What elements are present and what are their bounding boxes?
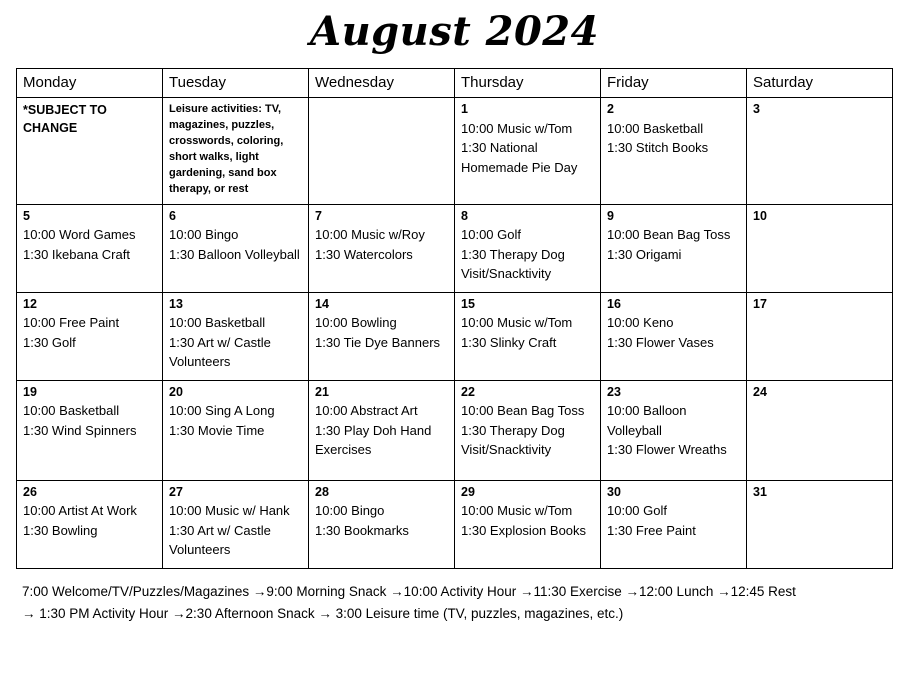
day-number: 17 — [753, 296, 767, 311]
calendar-page — [0, 10, 909, 686]
day-number: 22 — [461, 384, 475, 399]
calendar-day-cell — [455, 204, 601, 292]
day-number: 19 — [23, 384, 37, 399]
day-event: 10:00 Free Paint — [23, 315, 120, 331]
calendar-day-cell — [747, 292, 893, 380]
day-number: 9 — [607, 208, 614, 223]
day-event: 10:00 Word Games — [23, 227, 136, 243]
day-event: 10:00 Bingo — [169, 227, 239, 243]
day-number: 31 — [753, 484, 767, 499]
day-number: 10 — [753, 208, 767, 223]
calendar-day-cell — [17, 480, 163, 568]
day-event: 10:00 Abstract Art — [315, 403, 418, 419]
calendar-cell-empty — [309, 98, 455, 205]
day-number: 15 — [461, 296, 475, 311]
calendar-day-cell — [747, 380, 893, 480]
calendar-day-cell — [747, 98, 893, 205]
day-event: 10:00 Basketball — [23, 403, 120, 419]
day-number: 5 — [23, 208, 30, 223]
calendar-table — [16, 68, 893, 569]
day-number: 1 — [461, 102, 468, 116]
day-event: 1:30 Art w/ Castle Volunteers — [169, 522, 271, 558]
calendar-day-cell — [309, 380, 455, 480]
day-number: 16 — [607, 296, 621, 311]
day-event: 1:30 Stitch Books — [607, 140, 709, 156]
calendar-day-cell — [309, 292, 455, 380]
calendar-day-cell — [747, 480, 893, 568]
calendar-day-cell — [601, 292, 747, 380]
calendar-note-subject-to-change — [17, 98, 163, 205]
day-number: 12 — [23, 296, 37, 311]
day-number: 23 — [607, 384, 621, 399]
day-event: 10:00 Music w/Tom — [461, 503, 573, 519]
day-number: 13 — [169, 296, 183, 311]
day-number: 27 — [169, 484, 183, 499]
day-event: 1:30 Bowling — [23, 522, 98, 538]
day-event: 1:30 Flower Vases — [607, 334, 714, 350]
day-event: 1:30 Explosion Books — [461, 522, 587, 538]
calendar-day-cell — [163, 204, 309, 292]
day-event: 1:30 Slinky Craft — [461, 334, 557, 350]
day-number: 2 — [607, 102, 614, 116]
day-number: 26 — [23, 484, 37, 499]
day-event: 1:30 Therapy Dog Visit/Snacktivity — [461, 246, 565, 282]
day-event: 10:00 Music w/ Hank — [169, 503, 290, 519]
weekday-header-monday: Monday — [17, 69, 163, 98]
weekday-header-tuesday: Tuesday — [163, 69, 309, 98]
day-event: 10:00 Bean Bag Toss — [607, 227, 731, 243]
weekday-header-wednesday: Wednesday — [309, 69, 455, 98]
day-number: 30 — [607, 484, 621, 499]
day-event: 10:00 Basketball — [169, 315, 266, 331]
calendar-day-cell — [601, 204, 747, 292]
calendar-day-cell — [309, 204, 455, 292]
calendar-week-row — [17, 98, 893, 205]
weekday-header-saturday: Saturday — [747, 69, 893, 98]
day-number: 20 — [169, 384, 183, 399]
day-event: 10:00 Basketball — [607, 120, 704, 136]
calendar-day-cell — [163, 380, 309, 480]
calendar-day-cell — [455, 292, 601, 380]
day-number: 24 — [753, 384, 767, 399]
day-event: 1:30 Movie Time — [169, 422, 265, 438]
day-number: 3 — [753, 102, 760, 116]
day-event: 10:00 Music w/Roy — [315, 227, 425, 243]
calendar-day-cell — [17, 292, 163, 380]
calendar-day-cell — [309, 480, 455, 568]
day-event: 1:30 Free Paint — [607, 522, 696, 538]
day-event: 10:00 Sing A Long — [169, 403, 275, 419]
calendar-body — [17, 98, 893, 569]
page-title: August 2024 — [310, 8, 599, 55]
day-event: 1:30 Bookmarks — [315, 522, 409, 538]
day-event: 10:00 Bowling — [315, 315, 397, 331]
day-event: 10:00 Bean Bag Toss — [461, 403, 585, 419]
leisure-activities-text: Leisure activities: TV, magazines, puzzles, crosswords, coloring, short walks, light gardening, sand box therapy, or rest — [169, 103, 284, 195]
day-event: 1:30 Tie Dye Banners — [315, 334, 441, 350]
day-number: 29 — [461, 484, 475, 499]
daily-schedule-line-1: 7:00 Welcome/TV/Puzzles/Magazines →9:00 Morning Snack →10:00 Activity Hour →11:30 Exercise →12:00 Lunch →12:45 Rest — [22, 583, 796, 599]
daily-schedule-line-2: → 1:30 PM Activity Hour →2:30 Afternoon Snack → 3:00 Leisure time (TV, puzzles, magazines, etc.) — [22, 605, 624, 621]
day-event: 10:00 Keno — [607, 315, 674, 331]
day-event: 1:30 National Homemade Pie Day — [461, 140, 578, 175]
calendar-note-leisure-activities — [163, 98, 309, 205]
weekday-header-thursday: Thursday — [455, 69, 601, 98]
day-event: 1:30 Play Doh Hand Exercises — [315, 422, 432, 458]
day-event: 10:00 Music w/Tom — [461, 315, 573, 331]
day-event: 1:30 Balloon Volleyball — [169, 246, 300, 262]
day-number: 28 — [315, 484, 329, 499]
calendar-day-cell — [747, 204, 893, 292]
day-event: 10:00 Artist At Work — [23, 503, 137, 519]
day-event: 1:30 Wind Spinners — [23, 422, 137, 438]
calendar-week-row — [17, 380, 893, 480]
calendar-day-cell — [17, 204, 163, 292]
calendar-day-cell — [455, 480, 601, 568]
day-event: 10:00 Golf — [461, 227, 521, 243]
day-event: 1:30 Origami — [607, 246, 682, 262]
calendar-day-cell — [17, 380, 163, 480]
subject-to-change-text: *SUBJECT TO CHANGE — [23, 103, 107, 135]
day-event: 10:00 Balloon Volleyball — [607, 403, 687, 438]
day-number: 14 — [315, 296, 329, 311]
day-event: 1:30 Art w/ Castle Volunteers — [169, 334, 271, 370]
calendar-header-row — [17, 69, 893, 98]
day-event: 10:00 Bingo — [315, 503, 385, 519]
calendar-week-row — [17, 480, 893, 568]
day-event: 1:30 Flower Wreaths — [607, 442, 727, 458]
day-event: 10:00 Golf — [607, 503, 667, 519]
day-event: 10:00 Music w/Tom — [461, 120, 573, 136]
day-event: 1:30 Therapy Dog Visit/Snacktivity — [461, 422, 565, 458]
day-event: 1:30 Golf — [23, 334, 76, 350]
calendar-day-cell — [163, 292, 309, 380]
day-number: 6 — [169, 208, 176, 223]
calendar-day-cell — [455, 98, 601, 205]
day-event: 1:30 Ikebana Craft — [23, 246, 130, 262]
calendar-day-cell — [601, 380, 747, 480]
calendar-day-cell — [601, 98, 747, 205]
day-number: 8 — [461, 208, 468, 223]
day-number: 21 — [315, 384, 329, 399]
weekday-header-friday: Friday — [601, 69, 747, 98]
calendar-day-cell — [163, 480, 309, 568]
calendar-day-cell — [455, 380, 601, 480]
daily-schedule-footer — [22, 581, 887, 626]
calendar-day-cell — [601, 480, 747, 568]
day-number: 7 — [315, 208, 322, 223]
calendar-week-row — [17, 292, 893, 380]
day-event: 1:30 Watercolors — [315, 246, 413, 262]
calendar-week-row — [17, 204, 893, 292]
